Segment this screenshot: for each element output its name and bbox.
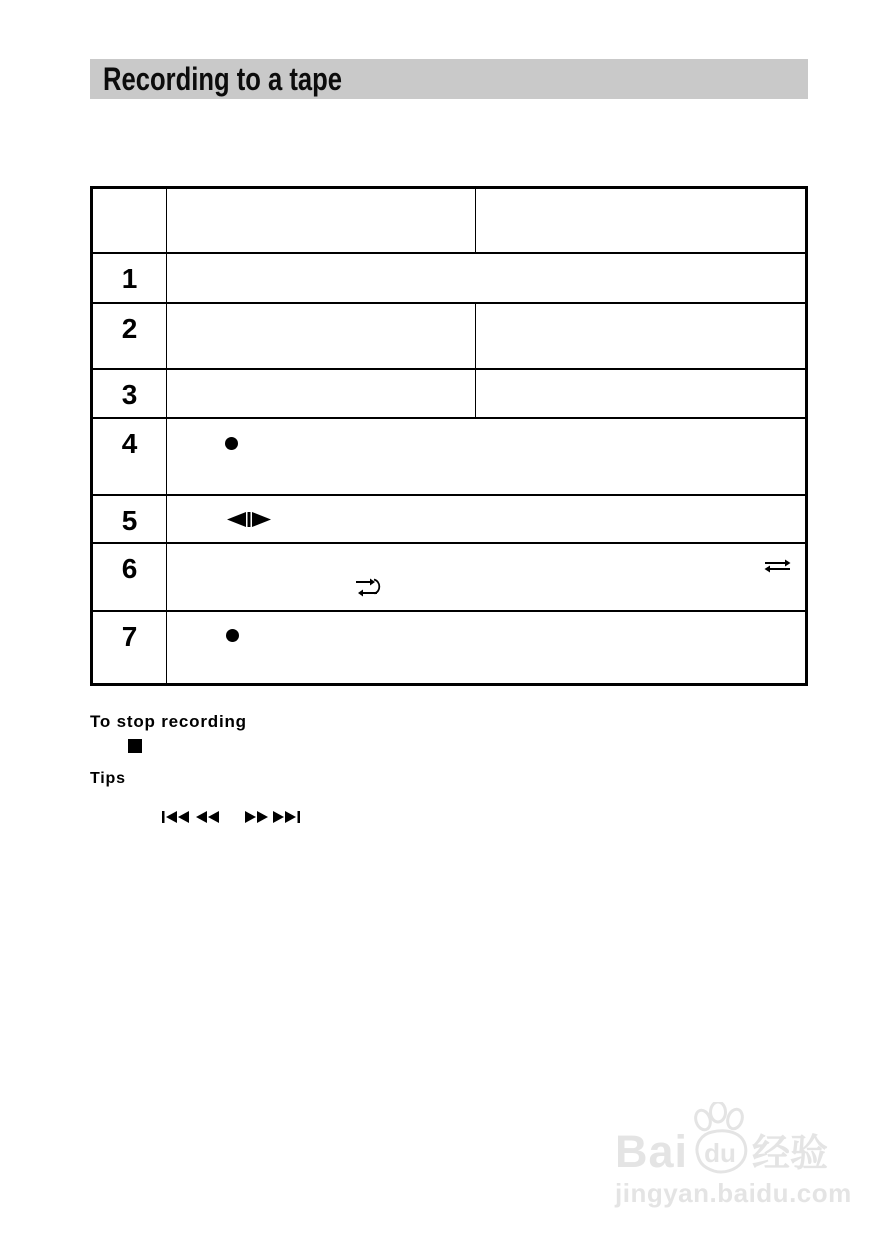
table-header-action-cell (167, 189, 476, 254)
record-dot-icon (226, 629, 239, 642)
table-row-detail-cell (476, 370, 805, 419)
watermark-url: jingyan.baidu.com (615, 1178, 852, 1208)
page-title: Recording to a tape (103, 61, 342, 97)
step-number-cell (93, 304, 167, 370)
step-number-cell (93, 496, 167, 544)
step-number-cell (93, 612, 167, 683)
step-number: 6 (121, 553, 138, 584)
step-number-cell (93, 544, 167, 612)
step-number-cell (93, 254, 167, 304)
watermark-brand-line (615, 1102, 840, 1177)
table-row-detail-cell (476, 304, 805, 370)
section-title-bar (90, 59, 808, 99)
baidu-paw-icon (690, 1102, 750, 1176)
table-row (167, 496, 805, 544)
table-row (167, 544, 805, 612)
table-header-step-cell (93, 189, 167, 254)
step-number: 1 (121, 263, 138, 294)
table-header-detail-cell (476, 189, 805, 254)
next-track-icon (273, 811, 300, 823)
rewind-icon (196, 811, 219, 823)
step-number-cell (93, 419, 167, 496)
step-number: 4 (121, 428, 138, 459)
watermark-paw-text: du (704, 1138, 736, 1168)
watermark-brand-latin: Bai (615, 1126, 689, 1177)
play-direction-icon (227, 512, 271, 527)
watermark (615, 1102, 852, 1208)
step-number: 7 (121, 621, 138, 652)
table-row-action-cell (167, 370, 476, 419)
relay-arrows-icon (356, 577, 383, 598)
transport-icons (162, 810, 304, 824)
previous-track-icon (162, 811, 189, 823)
stop-recording-heading: To stop recording (90, 712, 247, 731)
table-row (167, 254, 805, 304)
two-way-arrows-icon (764, 559, 791, 573)
tips-heading: Tips (90, 770, 126, 787)
step-number-cell (93, 370, 167, 419)
steps-table (90, 186, 808, 686)
table-row-action-cell (167, 304, 476, 370)
stop-icon (128, 739, 142, 753)
table-row (167, 419, 805, 496)
record-dot-icon (225, 437, 238, 450)
step-number: 3 (121, 379, 138, 410)
fast-forward-icon (245, 811, 268, 823)
table-row (167, 612, 805, 683)
step-number: 2 (121, 313, 138, 344)
watermark-brand-cn: 经验 (752, 1133, 829, 1175)
step-number: 5 (121, 505, 138, 536)
